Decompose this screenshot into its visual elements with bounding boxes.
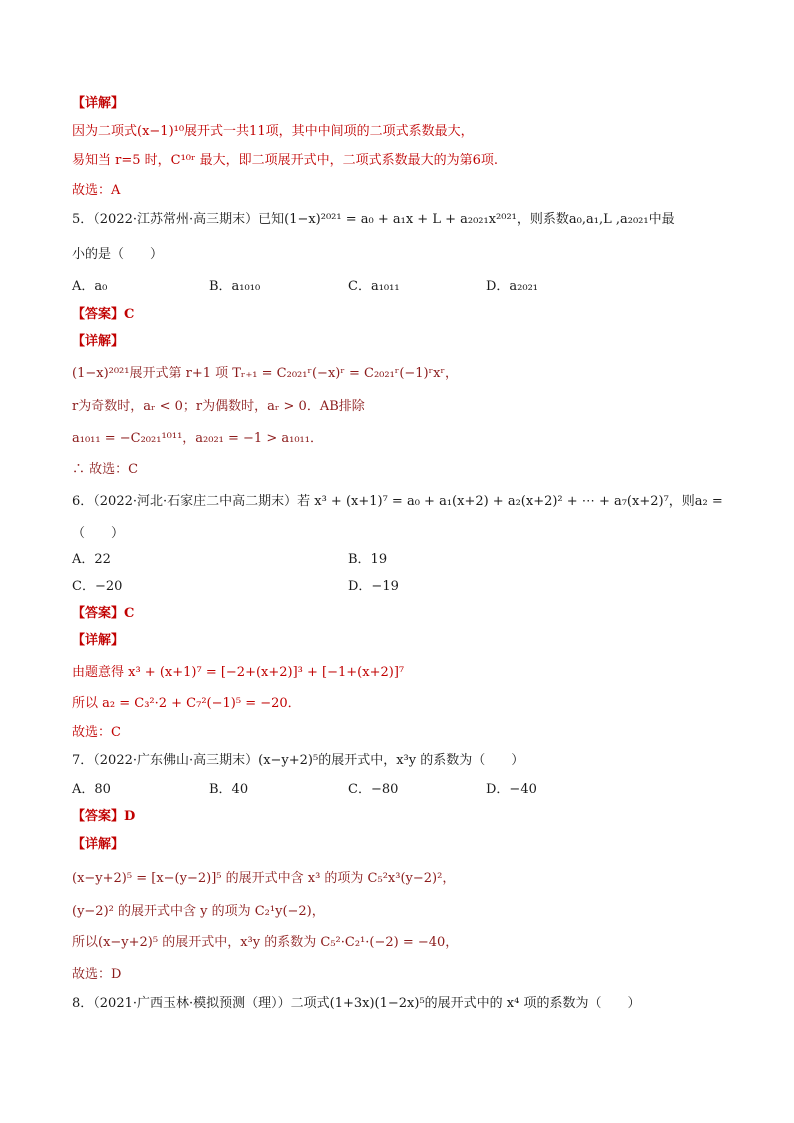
option-a: A．a₀ [72,279,108,294]
option-d: D．a₂₀₂₁ [486,279,539,294]
answer-label: 【答案】C [72,307,135,322]
answer-label: 【答案】D [72,809,136,824]
detail-heading: 【详解】 [72,633,125,648]
explanation-line: 由题意得 x³ + (x+1)⁷ = [−2+(x+2)]³ + [−1+(x+2)]⁷ [72,665,405,680]
option-a: A．80 [72,782,111,797]
explanation-line: (y−2)² 的展开式中含 y 的项为 C₂¹y(−2)， [72,904,325,919]
question-5-stem-cont: 小的是（ ） [72,247,164,262]
question-5-stem: 5．（2022·江苏常州·高三期末）已知(1−x)²⁰²¹ = a₀ + a₁x + L + a₂₀₂₁x²⁰²¹，则系数a₀,a₁,L ,a₂₀₂₁中最 [72,212,675,227]
question-6-stem: 6．（2022·河北·石家庄二中高二期末）若 x³ + (x+1)⁷ = a₀ + a₁(x+2) + a₂(x+2)² + ⋯ + a₇(x+2)⁷，则a₂ = [72,494,723,509]
question-7-stem: 7．（2022·广东佛山·高三期末）(x−y+2)⁵的展开式中，x³y 的系数为（ ） [72,753,525,768]
explanation-line: (1−x)²⁰²¹展开式第 r+1 项 Tᵣ₊₁ = C₂₀₂₁ʳ(−x)ʳ = C₂₀₂₁ʳ(−1)ʳxʳ， [72,366,458,381]
explanation-line: 故选：D [72,967,122,982]
question-8-stem: 8．（2021·广西玉林·模拟预测（理））二项式(1+3x)(1−2x)⁵的展开式中的 x⁴ 项的系数为（ ） [72,996,641,1011]
explanation-line: 故选：A [72,183,121,198]
explanation-line: 易知当 r=5 时，C¹⁰ʳ 最大，即二项展开式中，二项式系数最大的为第6项. [72,153,499,168]
option-c: C．−20 [72,579,123,594]
detail-heading: 【详解】 [72,837,125,852]
option-d: D．−40 [486,782,537,797]
explanation-line: (x−y+2)⁵ = [x−(y−2)]⁵ 的展开式中含 x³ 的项为 C₅²x³(y−2)²， [72,871,456,886]
question-6-stem-cont: （ ） [72,526,125,541]
option-b: B．a₁₀₁₀ [209,279,261,294]
option-d: D．−19 [348,579,399,594]
detail-heading: 【详解】 [72,334,125,349]
explanation-line: 因为二项式(x−1)¹⁰展开式一共11项，其中中间项的二项式系数最大， [72,124,474,139]
explanation-line: 所以(x−y+2)⁵ 的展开式中，x³y 的系数为 C₅²·C₂¹·(−2) = −40， [72,935,459,950]
option-b: B．19 [348,552,388,567]
explanation-line: 故选：C [72,725,121,740]
option-c: C．−80 [348,782,399,797]
option-a: A．22 [72,552,111,567]
detail-heading: 【详解】 [72,96,125,111]
explanation-line: 所以 a₂ = C₃²·2 + C₇²(−1)⁵ = −20． [72,696,301,711]
explanation-line: a₁₀₁₁ = −C₂₀₂₁¹⁰¹¹，a₂₀₂₁ = −1 > a₁₀₁₁． [72,431,323,446]
option-c: C．a₁₀₁₁ [348,279,400,294]
answer-label: 【答案】C [72,606,135,621]
explanation-line: ∴ 故选：C [72,462,139,477]
option-b: B．40 [209,782,249,797]
explanation-line: r为奇数时，aᵣ < 0；r为偶数时，aᵣ > 0．AB排除 [72,399,365,414]
